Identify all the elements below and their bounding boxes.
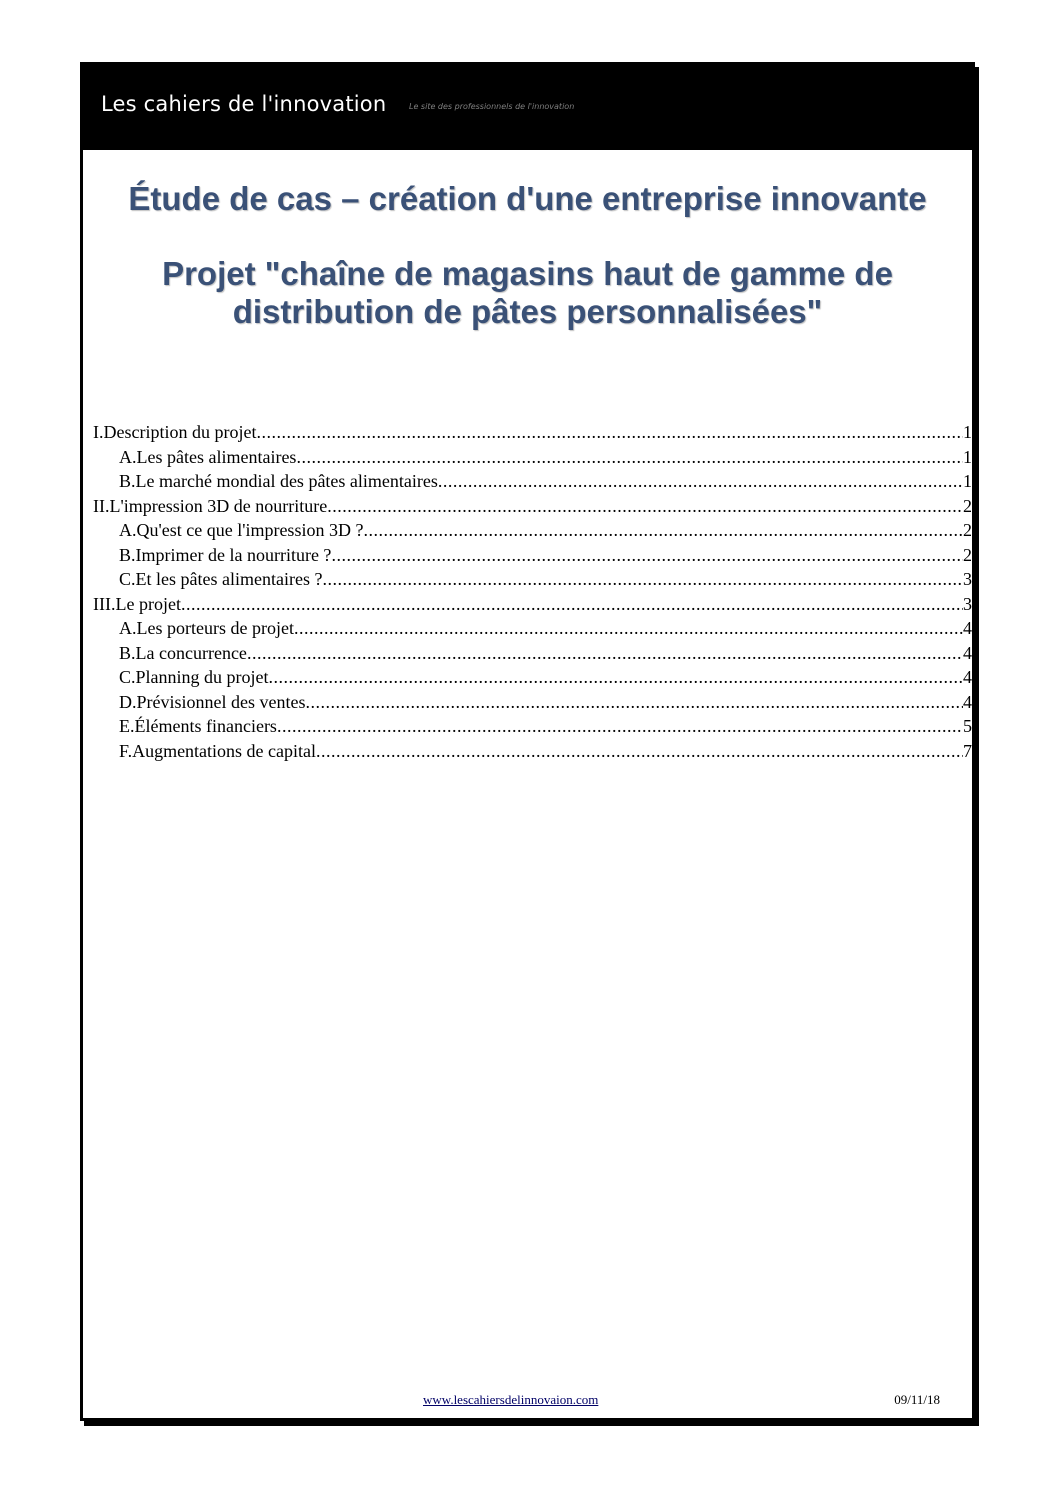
toc-entry-page-number: 5 — [963, 716, 972, 736]
toc-dot-leader — [322, 567, 963, 592]
toc-dot-leader — [305, 690, 963, 715]
toc-dot-leader — [181, 592, 963, 617]
toc-entry-label: B.Imprimer de la nourriture ? — [119, 544, 332, 565]
toc-entry-label: A.Les porteurs de projet — [119, 618, 294, 638]
toc-dot-leader — [277, 714, 963, 739]
toc-entry-page-number: 2 — [963, 520, 972, 540]
site-brand: Les cahiers de l'innovation — [101, 92, 387, 116]
toc-entry-page-number: 4 — [963, 667, 972, 687]
toc-entry-label: A.Les pâtes alimentaires — [119, 446, 297, 467]
toc-entry[interactable] — [93, 445, 972, 470]
toc-dot-leader — [438, 469, 963, 494]
toc-entry-page-number: 2 — [963, 495, 972, 516]
header-banner — [83, 65, 972, 150]
toc-entry[interactable] — [93, 641, 972, 666]
toc-dot-leader — [269, 665, 964, 690]
toc-entry-page-number: 3 — [963, 569, 972, 589]
toc-entry-label: B.Le marché mondial des pâtes alimentaires — [119, 471, 438, 491]
site-tagline: Le site des professionnels de l'innovation — [409, 102, 575, 111]
toc-entry[interactable] — [93, 518, 972, 543]
document-subtitle: Projet "chaîne de magasins haut de gamme de distribution de pâtes personnalisées" — [162, 255, 893, 330]
footer-website-link[interactable]: www.lescahiersdelinnovaion.com — [423, 1392, 599, 1407]
toc-entry[interactable] — [93, 420, 972, 445]
toc-entry[interactable] — [93, 494, 972, 519]
toc-entry-label: A.Qu'est ce que l'impression 3D ? — [119, 520, 364, 540]
toc-entry-label: B.La concurrence — [119, 642, 247, 663]
toc-entry[interactable] — [93, 592, 972, 617]
toc-entry-label: II.L'impression 3D de nourriture — [93, 495, 328, 516]
toc-entry-page-number: 4 — [963, 691, 972, 712]
toc-entry-page-number: 1 — [963, 471, 972, 491]
toc-entry[interactable] — [93, 616, 972, 641]
page-frame — [80, 62, 975, 1421]
toc-entry-label: I.Description du projet — [93, 422, 257, 442]
toc-entry-page-number: 1 — [963, 422, 972, 442]
toc-dot-leader — [327, 494, 963, 519]
toc-entry-label: E.Éléments financiers — [119, 716, 277, 736]
toc-dot-leader — [247, 641, 963, 666]
footer-date: 09/11/18 — [894, 1392, 940, 1407]
toc-dot-leader — [294, 616, 963, 641]
toc-entry[interactable] — [93, 543, 972, 568]
toc-dot-leader — [363, 518, 963, 543]
toc-entry-label: F.Augmentations de capital — [119, 740, 317, 761]
toc-entry[interactable] — [93, 469, 972, 494]
toc-entry-page-number: 1 — [963, 446, 972, 467]
toc-entry[interactable] — [93, 714, 972, 739]
toc-dot-leader — [316, 739, 963, 764]
table-of-contents — [93, 420, 972, 763]
toc-dot-leader — [256, 420, 963, 445]
document-title: Étude de cas – création d'une entreprise innovante — [128, 180, 927, 217]
toc-dot-leader — [331, 543, 963, 568]
toc-entry-label: D.Prévisionnel des ventes — [119, 691, 306, 712]
toc-entry-page-number: 3 — [963, 593, 972, 614]
toc-entry-page-number: 4 — [963, 618, 972, 638]
toc-entry-page-number: 7 — [963, 740, 972, 761]
toc-dot-leader — [296, 445, 963, 470]
toc-entry-label: C.Planning du projet — [119, 667, 269, 687]
toc-entry[interactable] — [93, 665, 972, 690]
toc-entry-page-number: 4 — [963, 642, 972, 663]
toc-entry-page-number: 2 — [963, 544, 972, 565]
toc-entry-label: III.Le projet — [93, 593, 181, 614]
toc-entry[interactable] — [93, 739, 972, 764]
toc-entry-label: C.Et les pâtes alimentaires ? — [119, 569, 323, 589]
toc-entry[interactable] — [93, 690, 972, 715]
toc-entry[interactable] — [93, 567, 972, 592]
